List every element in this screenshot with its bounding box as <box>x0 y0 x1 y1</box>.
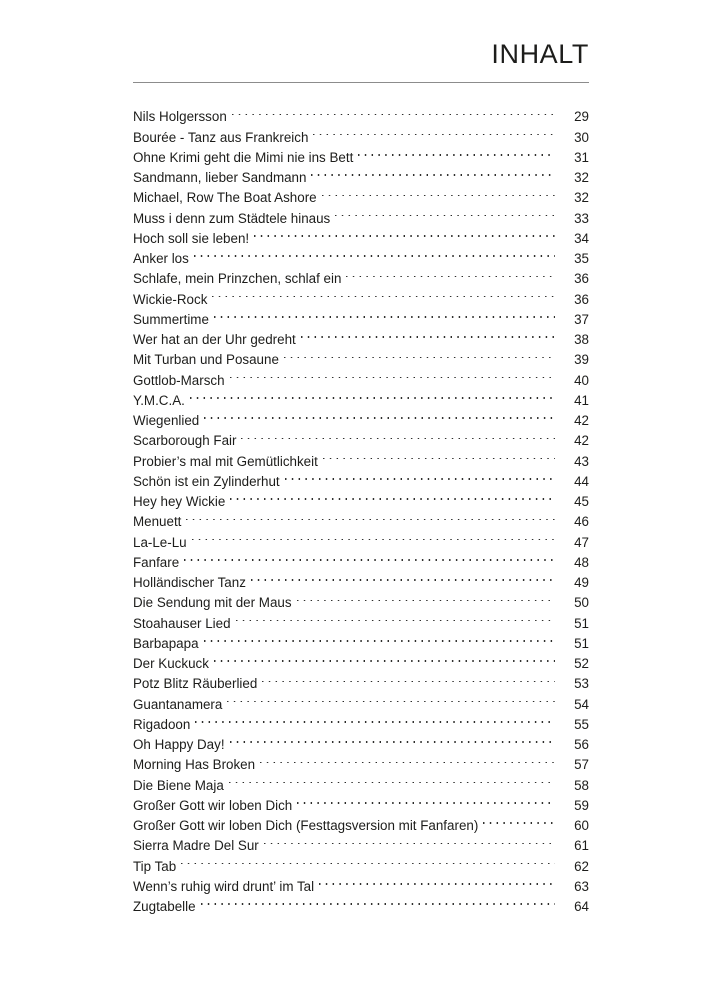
toc-entry-page-number: 45 <box>574 494 589 509</box>
toc-entry[interactable] <box>133 526 589 550</box>
toc-entry[interactable] <box>133 101 589 125</box>
toc-entry-page-number: 34 <box>574 230 589 246</box>
toc-dot-leader <box>301 324 555 344</box>
toc-entry-page-number: 32 <box>574 190 589 206</box>
toc-dot-leader <box>346 263 555 283</box>
toc-entry-page-number: 47 <box>574 534 589 550</box>
toc-entry-title: Schön ist ein Zylinderhut <box>133 473 280 489</box>
toc-entry-title: Scarborough Fair <box>133 433 237 449</box>
toc-entry-title: Fanfare <box>133 554 180 570</box>
toc-entry[interactable] <box>133 385 589 408</box>
toc-dot-leader <box>229 769 555 789</box>
toc-dot-leader <box>204 405 555 425</box>
toc-entry[interactable] <box>133 263 589 287</box>
toc-dot-leader <box>358 142 555 162</box>
toc-dot-leader <box>483 810 555 830</box>
toc-entry-page-number: 46 <box>574 514 589 530</box>
toc-dot-leader <box>322 182 555 202</box>
toc-entry-title: Barbapapa <box>133 635 199 651</box>
toc-dot-leader <box>335 202 555 222</box>
toc-entry-title: Holländischer Tanz <box>133 575 246 590</box>
toc-dot-leader <box>194 243 555 263</box>
toc-entry-page-number: 55 <box>574 716 589 732</box>
toc-entry-title: Michael, Row The Boat Ashore <box>133 190 317 206</box>
toc-entry-page-number: 42 <box>574 433 589 449</box>
toc-entry-page-number: 41 <box>574 392 589 408</box>
toc-entry[interactable] <box>133 891 589 914</box>
toc-entry-title: Schlafe, mein Prinzchen, schlaf ein <box>133 271 342 287</box>
toc-entry-page-number: 35 <box>574 251 589 266</box>
toc-entry-title: Menuett <box>133 514 182 530</box>
toc-entry-page-number: 48 <box>574 554 589 570</box>
toc-entry[interactable] <box>133 547 589 570</box>
toc-entry-title: Die Biene Maja <box>133 777 224 793</box>
toc-dot-leader <box>297 790 555 810</box>
header-divider <box>133 82 589 83</box>
toc-entry-title: Morning Has Broken <box>133 757 256 773</box>
toc-dot-leader <box>195 709 555 729</box>
toc-dot-leader <box>323 445 555 465</box>
toc-entry-page-number: 44 <box>574 473 589 489</box>
toc-dot-leader <box>251 567 555 587</box>
toc-entry-title: Stoahauser Lied <box>133 615 231 631</box>
toc-dot-leader <box>212 283 555 303</box>
toc-entry-page-number: 54 <box>574 696 589 712</box>
toc-entry-title: Rigadoon <box>133 716 191 732</box>
page-header <box>133 38 589 70</box>
toc-dot-leader <box>190 385 555 405</box>
toc-entry-page-number: 29 <box>574 109 589 125</box>
toc-entry[interactable] <box>133 243 589 266</box>
toc-entry-page-number: 59 <box>574 797 589 813</box>
toc-dot-leader <box>311 162 555 182</box>
toc-entry-page-number: 63 <box>574 878 589 894</box>
toc-entry-page-number: 51 <box>574 635 589 651</box>
toc-entry-title: La-Le-Lu <box>133 534 187 550</box>
toc-entry-page-number: 33 <box>574 210 589 226</box>
toc-entry-page-number: 42 <box>574 413 589 428</box>
toc-entry[interactable] <box>133 729 589 752</box>
toc-entry[interactable] <box>133 567 589 590</box>
toc-entry-page-number: 31 <box>574 149 589 165</box>
toc-dot-leader <box>230 486 555 506</box>
toc-dot-leader <box>230 729 555 749</box>
toc-dot-leader <box>260 749 555 769</box>
toc-entry-title: Nils Holgersson <box>133 109 227 125</box>
toc-entry-page-number: 53 <box>574 676 589 692</box>
toc-dot-leader <box>181 850 555 870</box>
toc-dot-leader <box>297 587 555 607</box>
toc-dot-leader <box>284 344 555 364</box>
toc-entry-title: Hoch soll sie leben! <box>133 230 250 246</box>
toc-entry-page-number: 36 <box>574 291 589 307</box>
toc-entry-title: Wickie-Rock <box>133 291 208 307</box>
toc-dot-leader <box>264 830 555 850</box>
toc-entry-title: Zugtabelle <box>133 899 196 914</box>
toc-entry[interactable] <box>133 871 589 894</box>
toc-entry-title: Ohne Krimi geht die Mimi nie ins Bett <box>133 149 354 165</box>
toc-entry[interactable] <box>133 850 589 874</box>
toc-dot-leader <box>319 871 555 891</box>
toc-dot-leader <box>201 891 555 911</box>
toc-entry-title: Wiegenlied <box>133 413 200 428</box>
table-of-contents-list <box>133 101 589 914</box>
toc-dot-leader <box>186 506 555 526</box>
toc-entry-title: Wenn’s ruhig wird drunt’ im Tal <box>133 878 315 894</box>
toc-dot-leader <box>204 628 555 648</box>
toc-entry-title: Oh Happy Day! <box>133 737 225 752</box>
page-title: INHALT <box>491 39 589 69</box>
toc-entry-title: Sandmann, lieber Sandmann <box>133 170 307 185</box>
toc-dot-leader <box>230 364 555 384</box>
toc-dot-leader <box>313 121 555 141</box>
toc-dot-leader <box>241 425 555 445</box>
toc-dot-leader <box>232 101 555 121</box>
toc-entry-page-number: 56 <box>574 737 589 752</box>
toc-entry-page-number: 32 <box>574 170 589 185</box>
toc-dot-leader <box>192 526 555 546</box>
toc-entry-title: Sierra Madre Del Sur <box>133 838 259 854</box>
toc-entry-title: Der Kuckuck <box>133 656 209 671</box>
toc-entry-page-number: 37 <box>574 311 589 327</box>
toc-entry-page-number: 49 <box>574 575 589 590</box>
toc-entry-title: Potz Blitz Räuberlied <box>133 676 258 692</box>
toc-entry-title: Wer hat an der Uhr gedreht <box>133 332 296 347</box>
toc-entry-title: Hey hey Wickie <box>133 494 226 509</box>
toc-entry-page-number: 39 <box>574 352 589 368</box>
toc-entry-page-number: 36 <box>574 271 589 287</box>
toc-entry[interactable] <box>133 709 589 732</box>
toc-entry-title: Anker los <box>133 251 189 266</box>
toc-entry-page-number: 62 <box>574 858 589 874</box>
toc-entry-page-number: 64 <box>574 899 589 914</box>
toc-entry-page-number: 40 <box>574 372 589 388</box>
toc-entry-page-number: 50 <box>574 595 589 611</box>
toc-entry-title: Guantanamera <box>133 696 223 712</box>
toc-entry-page-number: 60 <box>574 818 589 833</box>
toc-entry-page-number: 52 <box>574 656 589 671</box>
toc-entry-page-number: 43 <box>574 453 589 469</box>
toc-entry-title: Die Sendung mit der Maus <box>133 595 292 611</box>
toc-dot-leader <box>236 607 555 627</box>
toc-dot-leader <box>254 223 555 243</box>
toc-entry[interactable] <box>133 405 589 428</box>
toc-entry-title: Tip Tab <box>133 858 177 874</box>
toc-entry-title: Bourée - Tanz aus Frankreich <box>133 129 309 145</box>
toc-entry-title: Großer Gott wir loben Dich <box>133 797 293 813</box>
toc-dot-leader <box>214 304 555 324</box>
toc-entry-title: Muss i denn zum Städtele hinaus <box>133 210 331 226</box>
toc-dot-leader <box>227 688 555 708</box>
toc-entry-title: Gottlob-Marsch <box>133 372 225 388</box>
toc-dot-leader <box>262 668 555 688</box>
toc-entry-title: Y.M.C.A. <box>133 392 185 408</box>
toc-entry-page-number: 30 <box>574 129 589 145</box>
toc-entry-page-number: 38 <box>574 332 589 347</box>
toc-entry-title: Mit Turban und Posaune <box>133 352 279 368</box>
toc-dot-leader <box>285 466 555 486</box>
toc-entry-page-number: 51 <box>574 615 589 631</box>
toc-entry-page-number: 58 <box>574 777 589 793</box>
toc-dot-leader <box>184 547 555 567</box>
toc-entry-title: Summertime <box>133 311 209 327</box>
toc-entry-title: Großer Gott wir loben Dich (Festtagsversion mit Fanfaren) <box>133 818 479 833</box>
toc-entry-title: Probier’s mal mit Gemütlichkeit <box>133 453 318 469</box>
toc-entry-page-number: 57 <box>574 757 589 773</box>
toc-entry-page-number: 61 <box>574 838 589 854</box>
toc-entry[interactable] <box>133 506 589 530</box>
toc-dot-leader <box>214 648 555 668</box>
